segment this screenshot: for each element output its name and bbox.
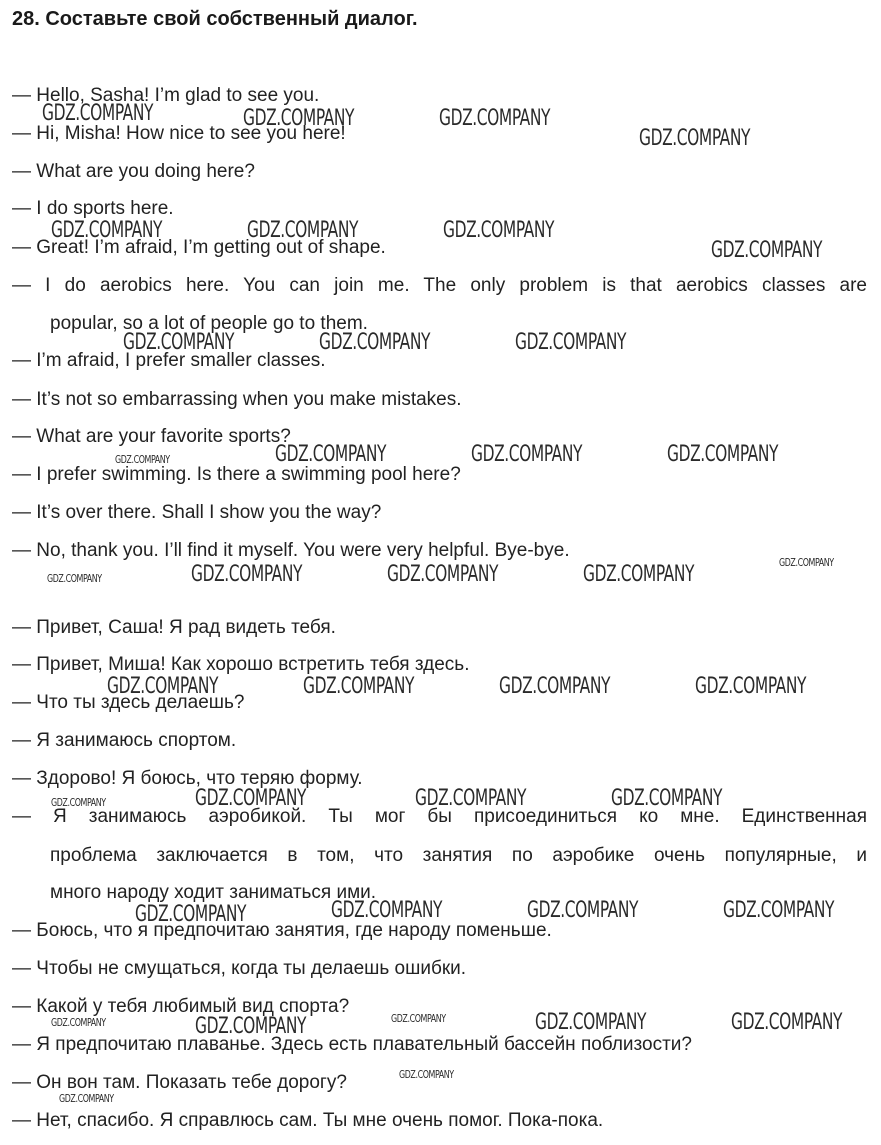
dialogue-line-ru: — Здорово! Я боюсь, что теряю форму. [12, 768, 363, 789]
dialogue-line-en: — No, thank you. I’ll find it myself. You were very helpful. Bye-bye. [12, 540, 570, 561]
dialogue-line-ru: — Я занимаюсь спортом. [12, 730, 237, 751]
watermark: GDZ.COMPANY [779, 556, 834, 569]
watermark: GDZ.COMPANY [135, 902, 247, 927]
watermark: GDZ.COMPANY [195, 786, 307, 811]
dialogue-line-en: — Hello, Sasha! I’m glad to see you. [12, 85, 320, 106]
watermark: GDZ.COMPANY [51, 1016, 106, 1029]
watermark: GDZ.COMPANY [47, 572, 102, 585]
watermark: GDZ.COMPANY [527, 898, 639, 923]
watermark: GDZ.COMPANY [639, 126, 751, 151]
watermark: GDZ.COMPANY [243, 106, 355, 131]
watermark: GDZ.COMPANY [443, 218, 555, 243]
watermark: GDZ.COMPANY [667, 442, 779, 467]
watermark: GDZ.COMPANY [387, 562, 499, 587]
dialogue-line-ru: — Я предпочитаю плаванье. Здесь есть плавательный бассейн поблизости? [12, 1034, 692, 1055]
dialogue-line-en: — I’m afraid, I prefer smaller classes. [12, 350, 326, 371]
watermark: GDZ.COMPANY [391, 1012, 446, 1025]
watermark: GDZ.COMPANY [583, 562, 695, 587]
watermark: GDZ.COMPANY [415, 786, 527, 811]
watermark: GDZ.COMPANY [195, 1014, 307, 1039]
dialogue-line-ru: — Чтобы не смущаться, когда ты делаешь ошибки. [12, 958, 467, 979]
watermark: GDZ.COMPANY [247, 218, 359, 243]
watermark: GDZ.COMPANY [303, 674, 415, 699]
watermark: GDZ.COMPANY [319, 330, 431, 355]
dialogue-line-ru: — Какой у тебя любимый вид спорта? [12, 996, 350, 1017]
watermark: GDZ.COMPANY [535, 1010, 647, 1035]
watermark: GDZ.COMPANY [51, 218, 163, 243]
dialogue-line-ru: — Я занимаюсь аэробикой. Ты мог бы присоединиться ко мне. Единственная [12, 806, 867, 827]
dialogue-line-en: — Great! I’m afraid, I’m getting out of shape. [12, 237, 386, 258]
dialogue-line-en: — It’s not so embarrassing when you make mistakes. [12, 389, 462, 410]
dialogue-line-ru: — Нет, спасибо. Я справлюсь сам. Ты мне очень помог. Пока-пока. [12, 1110, 604, 1131]
dialogue-line-en: — I do aerobics here. You can join me. The only problem is that aerobics classes are [12, 275, 867, 296]
dialogue-line-ru: — Он вон там. Показать тебе дорогу? [12, 1072, 347, 1093]
dialogue-line-en: — What are your favorite sports? [12, 426, 291, 447]
dialogue-line-ru: — Привет, Саша! Я рад видеть тебя. [12, 617, 336, 638]
watermark: GDZ.COMPANY [731, 1010, 843, 1035]
watermark: GDZ.COMPANY [42, 101, 154, 126]
dialogue-line-ru: — Привет, Миша! Как хорошо встретить тебя здесь. [12, 654, 470, 675]
dialogue-line-en: — It’s over there. Shall I show you the way? [12, 502, 382, 523]
dialogue-line-en: — I prefer swimming. Is there a swimming pool here? [12, 464, 461, 485]
watermark: GDZ.COMPANY [191, 562, 303, 587]
dialogue-line-ru: — Что ты здесь делаешь? [12, 692, 245, 713]
watermark: GDZ.COMPANY [123, 330, 235, 355]
watermark: GDZ.COMPANY [611, 786, 723, 811]
watermark: GDZ.COMPANY [51, 796, 106, 809]
watermark: GDZ.COMPANY [331, 898, 443, 923]
exercise-title: 28. Составьте свой собственный диалог. [12, 8, 418, 30]
watermark: GDZ.COMPANY [695, 674, 807, 699]
dialogue-line-en: — Hi, Misha! How nice to see you here! [12, 123, 346, 144]
watermark: GDZ.COMPANY [515, 330, 627, 355]
dialogue-line-en: — I do sports here. [12, 198, 174, 219]
watermark: GDZ.COMPANY [275, 442, 387, 467]
watermark: GDZ.COMPANY [711, 238, 823, 263]
watermark: GDZ.COMPANY [399, 1068, 454, 1081]
dialogue-line-en-continuation: popular, so a lot of people go to them. [50, 313, 368, 334]
watermark: GDZ.COMPANY [471, 442, 583, 467]
dialogue-line-en: — What are you doing here? [12, 161, 255, 182]
watermark: GDZ.COMPANY [115, 453, 170, 466]
watermark: GDZ.COMPANY [723, 898, 835, 923]
watermark: GDZ.COMPANY [107, 674, 219, 699]
watermark: GDZ.COMPANY [499, 674, 611, 699]
dialogue-line-ru-continuation: много народу ходит заниматься ими. [50, 882, 377, 903]
dialogue-line-ru-continuation: проблема заключается в том, что занятия по аэробике очень популярные, и [50, 845, 867, 866]
watermark: GDZ.COMPANY [59, 1092, 114, 1105]
dialogue-line-ru: — Боюсь, что я предпочитаю занятия, где народу поменьше. [12, 920, 552, 941]
watermark: GDZ.COMPANY [439, 106, 551, 131]
